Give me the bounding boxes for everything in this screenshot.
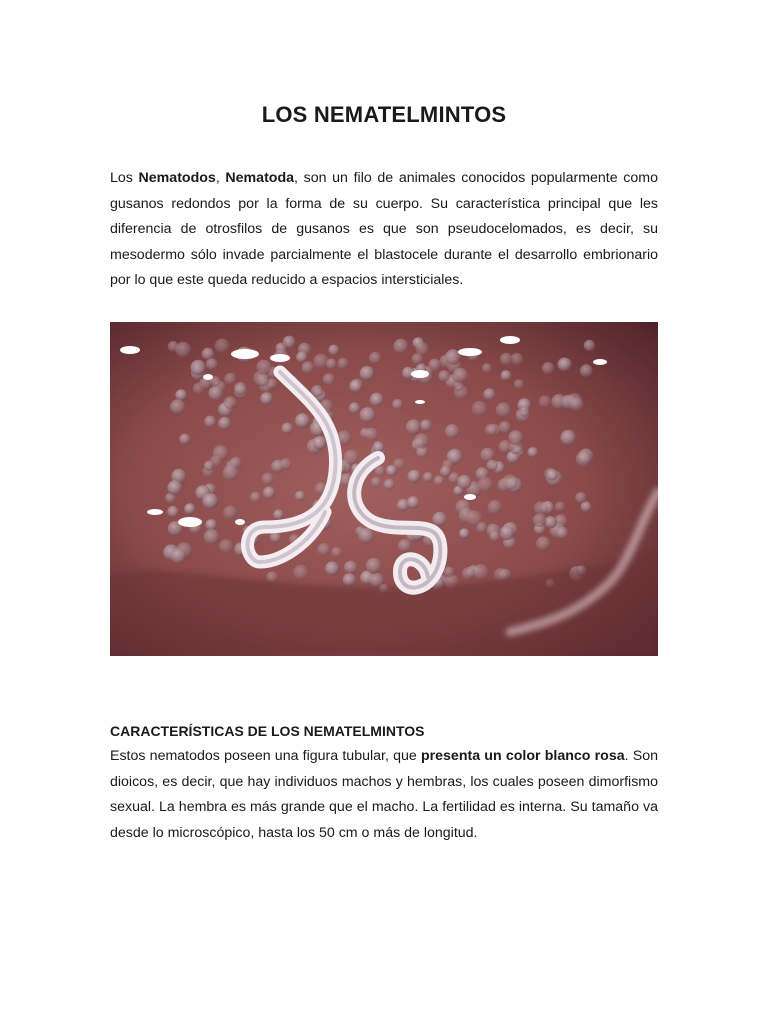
egg — [302, 361, 314, 373]
egg — [432, 512, 447, 527]
egg — [547, 469, 558, 480]
egg — [412, 353, 424, 365]
egg — [313, 354, 328, 369]
egg — [234, 382, 247, 395]
egg — [205, 519, 217, 531]
egg — [393, 339, 408, 354]
egg — [344, 450, 359, 465]
egg — [360, 407, 376, 423]
egg — [170, 399, 185, 414]
egg — [500, 353, 513, 366]
egg — [273, 509, 284, 520]
intro-paragraph — [110, 166, 658, 294]
egg — [175, 342, 191, 358]
intro-text: Los — [110, 170, 139, 186]
egg — [534, 501, 548, 515]
section-heading: CARACTERÍSTICAS DE LOS NEMATELMINTOS — [110, 723, 425, 739]
egg — [296, 352, 307, 363]
egg — [496, 402, 511, 417]
egg — [313, 436, 327, 450]
egg — [224, 373, 236, 385]
egg — [219, 539, 233, 553]
egg — [486, 460, 497, 471]
egg — [208, 386, 223, 401]
egg — [570, 397, 584, 411]
intro-text: , son un filo de animales conocidos popularmente como gusanos redondos por la forma de su cuerpo. Su característica principal que les diferencia de otrosfilos de gusanos es que son pseudocelomados, es decir, su mesodermo sólo invade parcialmente el blastocele durante el desarrollo embrionario por lo que este queda reducido a espacios intersticiales. — [110, 170, 658, 288]
egg — [398, 539, 411, 552]
egg — [473, 564, 489, 580]
characteristics-paragraph — [110, 744, 658, 846]
egg — [462, 567, 475, 580]
egg — [384, 479, 395, 490]
egg — [539, 395, 552, 408]
egg — [528, 447, 539, 458]
egg — [218, 417, 231, 430]
egg — [514, 379, 524, 389]
egg — [584, 340, 595, 351]
egg — [317, 543, 330, 556]
egg — [369, 352, 381, 364]
egg — [485, 424, 497, 436]
egg — [257, 374, 270, 387]
egg — [280, 458, 292, 470]
egg — [501, 370, 512, 381]
egg — [223, 465, 239, 481]
egg — [365, 428, 378, 441]
egg — [476, 522, 487, 533]
egg — [478, 477, 493, 492]
egg — [331, 547, 342, 558]
egg — [171, 548, 186, 563]
intro-bold-nematoda: Nematoda — [225, 170, 295, 186]
egg — [323, 373, 335, 385]
egg — [459, 528, 470, 539]
egg — [326, 358, 337, 369]
egg — [533, 513, 547, 527]
egg — [175, 389, 187, 401]
characteristics-bold-color: presenta un color blanco rosa — [420, 748, 625, 764]
egg — [576, 451, 592, 467]
egg — [282, 423, 293, 434]
egg — [445, 424, 459, 438]
egg — [343, 573, 356, 586]
egg — [386, 465, 397, 476]
egg — [250, 492, 261, 503]
nematode-photo — [110, 322, 658, 656]
egg — [349, 380, 362, 393]
egg — [360, 366, 375, 381]
egg — [260, 392, 273, 405]
egg — [190, 360, 206, 376]
egg — [344, 561, 357, 574]
egg — [440, 466, 451, 477]
egg — [453, 368, 468, 383]
egg — [349, 402, 360, 413]
nematode-illustration — [110, 322, 658, 656]
egg — [204, 529, 220, 545]
egg — [472, 401, 488, 417]
egg — [263, 487, 275, 499]
egg — [283, 336, 296, 349]
egg — [204, 461, 214, 471]
egg — [519, 407, 529, 417]
egg — [555, 502, 565, 512]
egg — [560, 430, 576, 446]
egg — [536, 536, 551, 551]
egg — [358, 528, 374, 544]
intro-bold-nematodos: Nematodos — [138, 170, 216, 186]
egg — [167, 480, 182, 495]
egg — [489, 531, 500, 542]
characteristics-text: . Son dioicos, es decir, que hay individuos machos y hembras, los cuales poseen dimorfismo sexual. La hembra es más grande que el macho. La fertilidad es interna. Su tamaño va desde lo microscópico, hasta los 50 cm o más de longitud. — [110, 748, 658, 841]
egg — [167, 506, 179, 518]
egg — [224, 396, 237, 409]
page-title: LOS NEMATELMINTOS — [261, 102, 507, 127]
egg — [423, 472, 433, 482]
egg — [509, 430, 524, 445]
egg — [184, 503, 195, 514]
egg — [206, 358, 218, 370]
egg — [542, 362, 554, 374]
characteristics-text: Estos nematodos poseen una figura tubular, que — [110, 748, 421, 764]
egg — [223, 505, 237, 519]
egg — [580, 364, 593, 377]
egg — [502, 474, 518, 490]
egg — [295, 491, 305, 501]
egg — [499, 421, 511, 433]
egg — [408, 470, 421, 483]
egg — [392, 399, 403, 410]
egg — [366, 558, 382, 574]
egg — [556, 527, 568, 539]
egg — [215, 338, 230, 353]
egg — [444, 567, 455, 578]
egg — [420, 419, 432, 431]
egg — [371, 477, 382, 488]
egg — [325, 561, 339, 575]
egg — [457, 475, 471, 489]
egg — [439, 370, 450, 381]
egg — [544, 516, 556, 528]
egg — [414, 433, 429, 448]
egg — [373, 441, 384, 452]
egg — [295, 413, 310, 428]
egg — [558, 358, 572, 372]
egg — [406, 419, 421, 434]
egg — [488, 500, 502, 514]
egg — [256, 360, 271, 375]
egg — [499, 526, 514, 541]
egg — [338, 358, 349, 369]
egg — [370, 393, 384, 407]
egg — [328, 345, 339, 356]
egg — [407, 496, 420, 509]
egg — [482, 363, 492, 373]
egg — [293, 565, 309, 581]
egg — [483, 388, 495, 400]
egg — [204, 416, 216, 428]
egg — [262, 473, 274, 485]
egg — [434, 476, 444, 486]
egg — [179, 434, 190, 445]
egg — [575, 492, 586, 503]
intro-text: , — [215, 170, 226, 186]
egg — [202, 493, 218, 509]
